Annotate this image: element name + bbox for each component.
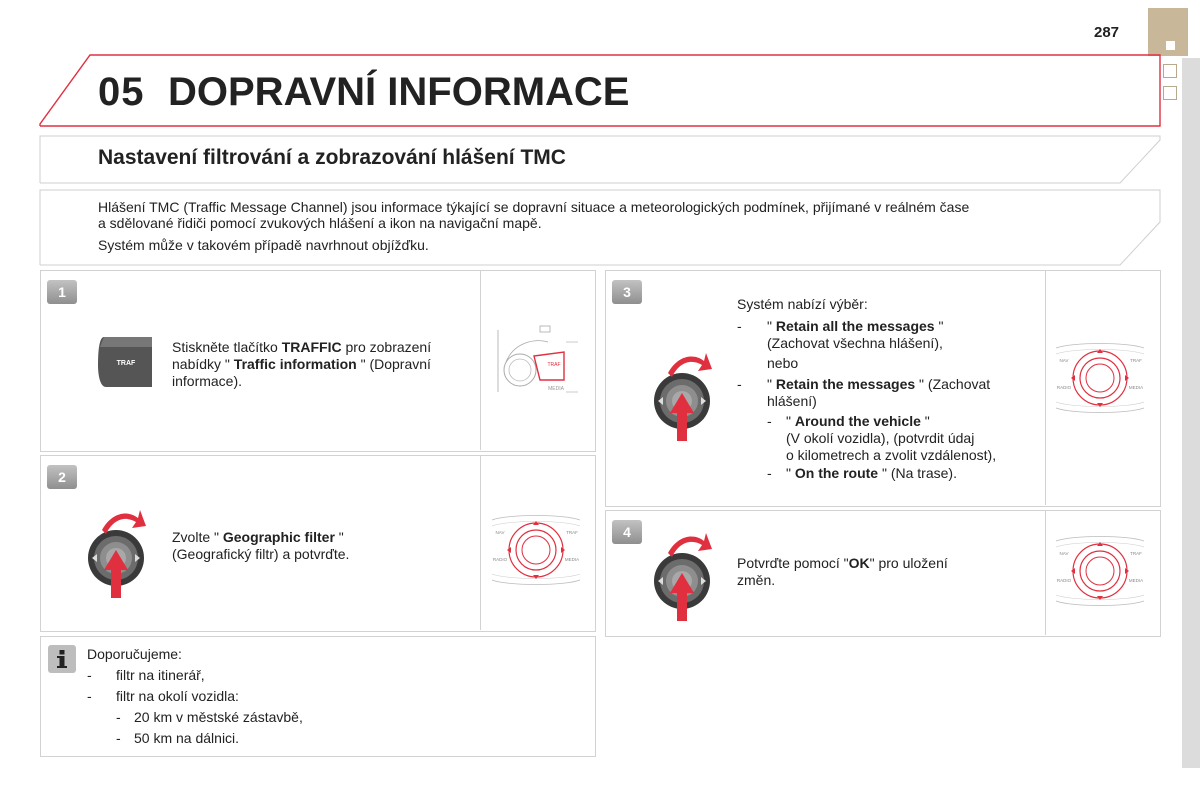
rotary-knob-icon [650,525,722,625]
traffic-button-icon [96,335,156,389]
svg-text:TRAF: TRAF [547,362,561,368]
chapter-title: DOPRAVNÍ INFORMACE [168,70,630,114]
svg-text:MEDIA: MEDIA [548,386,564,392]
step-1-badge: 1 [47,280,77,304]
step-2-text: Zvolte " Geographic filter " (Geografický filtr) a potvrďte. [172,529,350,562]
svg-text:TRAF: TRAF [566,530,578,535]
info-item-1: filtr na itinerář, [116,667,205,683]
step-3-intro: Systém nabízí výběr: [737,296,868,312]
svg-text:TRAF: TRAF [1130,551,1142,556]
step-3-or: nebo [767,355,799,371]
info-title: Doporučujeme: [87,646,182,662]
svg-text:MEDIA: MEDIA [1128,578,1144,583]
info-sub-item-1: 20 km v městské zástavbě, [134,709,303,725]
page-number: 287 [1094,24,1120,41]
step-3-dash-4: - [767,465,772,481]
svg-text:TRAF: TRAF [116,360,136,367]
intro-text: Hlášení TMC (Traffic Message Channel) jsou informace týkající se dopravní situace a meteorologických podmínek, přijímané v reálném čase a sdělované řidiči pomocí zvukových hlášení a ikon na navigační mapě. Systém může v takovém případě navrhnout objížďku. [98,199,970,253]
controller-diagram-icon [1052,338,1148,418]
step-4-badge: 4 [612,520,642,544]
step-3-option-2: " Retain the messages " (Zachovat hlášení) [767,376,991,409]
control-panel-icon [496,322,580,400]
svg-text:RADIO: RADIO [1056,578,1072,583]
step-3-dash-2: - [737,376,742,392]
step-1-text: Stiskněte tlačítko TRAFFIC pro zobrazení nabídky " Traffic information " (Dopravní informace). [172,339,432,389]
svg-text:RADIO: RADIO [1056,385,1072,390]
info-dash-3: - [116,709,121,725]
svg-text:MEDIA: MEDIA [1128,385,1144,390]
step-3-sub-option-2: " On the route " (Na trase). [786,465,957,481]
rotary-knob-icon [650,345,722,445]
svg-text:RADIO: RADIO [492,557,508,562]
svg-text:MEDIA: MEDIA [564,557,580,562]
controller-diagram-icon [1052,531,1148,611]
rotary-knob-icon [84,502,156,602]
info-item-2: filtr na okolí vozidla: [116,688,239,704]
info-icon [48,645,76,673]
step-3-dash-1: - [737,318,742,334]
step-3-dash-3: - [767,413,772,429]
section-title: Nastavení filtrování a zobrazování hlášení TMC [98,146,566,169]
step-3-sub-option-1: " Around the vehicle " (V okolí vozidla), (potvrdit údaj o kilometrech a zvolit vzdálenost), [786,413,997,463]
step-3-badge: 3 [612,280,642,304]
step-3-option-1: " Retain all the messages " (Zachovat všechna hlášení), [767,318,944,351]
info-dash-2: - [87,688,92,704]
chapter-number: 05 [98,70,145,114]
controller-diagram-icon [488,510,584,590]
svg-text:TRAF: TRAF [1130,358,1142,363]
svg-text:NAV: NAV [1059,358,1069,363]
step-4-text: Potvrďte pomocí "OK" pro uložení změn. [737,555,948,588]
svg-text:NAV: NAV [1059,551,1069,556]
info-sub-item-2: 50 km na dálnici. [134,730,240,746]
svg-text:NAV: NAV [495,530,505,535]
info-dash-1: - [87,667,92,683]
info-dash-4: - [116,730,121,746]
step-2-badge: 2 [47,465,77,489]
